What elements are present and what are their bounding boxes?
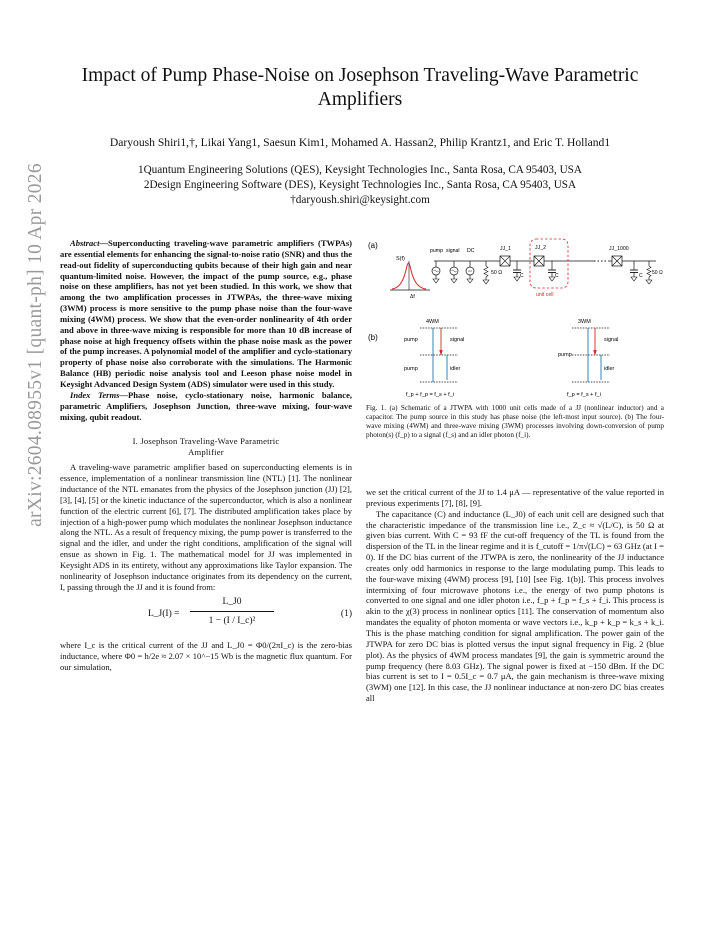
wm4-pump-1-label: pump	[404, 337, 418, 343]
index-terms	[60, 390, 352, 423]
capacitor-2-label: C	[555, 273, 559, 279]
junction-1	[500, 246, 511, 266]
abstract	[60, 238, 352, 390]
affiliation-2: 2Design Engineering Software (DES), Keysight Technologies Inc., Santa Rosa, CA 95403, USA	[143, 179, 577, 191]
index-terms-text: Phase noise, cyclo-stationary noise, harmonic balance, parametric Amplifiers, Josephson Junction, three-wave mixing, four-wave mixing, qubit readout.	[60, 389, 352, 422]
abstract-label: Abstract—	[70, 238, 108, 248]
equation-denominator: 1 − (I / I_c)²	[208, 616, 256, 627]
signal-label: signal	[446, 248, 460, 254]
wm3-idler-label: idler	[604, 366, 615, 372]
input-resistor-label: 50 Ω	[491, 270, 503, 276]
capacitor-1	[513, 261, 524, 281]
index-terms-label: Index Terms—	[70, 389, 129, 400]
unit-cell-label: unit cell	[536, 292, 554, 298]
title-line-2: Amplifiers	[317, 89, 403, 110]
three-wave-mixing-diagram	[558, 319, 618, 398]
fraction-bar	[190, 611, 274, 612]
capacitor-1000	[630, 261, 643, 281]
jj2-label: JJ_2	[535, 245, 546, 251]
figure-1-caption: Fig. 1. (a) Schematic of a JTWPA with 1000 unit cells made of a JJ (nonlinear inductor) and a capacitor. The pump source in this study has phase noise (the left-most input source). (b) The four-wave mixing (4WM) and three-wave mixing (3WM) processes involving down-conversion of pump photon(s) (f_p) to a signal (f_s) and an idler photon (f_i).	[366, 404, 664, 439]
pump-source	[432, 261, 440, 283]
equation-number: (1)	[340, 609, 352, 620]
panel-a-label: (a)	[368, 241, 378, 250]
signal-source	[450, 261, 458, 283]
figure-1	[366, 236, 664, 476]
pump-label: pump	[430, 248, 443, 254]
wm4-signal-label: signal	[450, 337, 465, 343]
author-list: Daryoush Shiri1,†, Likai Yang1, Saesun Kim1, Mohamed A. Hassan2, Philip Krantz1, and Eric T. Holland1	[109, 136, 611, 149]
arxiv-identifier: arXiv:2604.08955v1 [quant-ph] 10 Apr 2026	[25, 163, 46, 527]
jj1-label: JJ_1	[500, 246, 511, 252]
figure-1-schematic	[366, 236, 664, 401]
capacitor-1-label: C	[520, 273, 524, 279]
equation-numerator: L_J0	[222, 597, 242, 608]
output-resistor	[646, 261, 663, 284]
spectrum-label: S(f)	[396, 256, 405, 262]
right-column	[366, 487, 664, 704]
input-resistor	[483, 261, 502, 284]
wm4-energy-equation: f_p + f_p = f_s + f_i	[406, 392, 455, 398]
wm3-energy-equation: f_p = f_s + f_i	[567, 392, 601, 398]
output-resistor-label: 50 Ω	[652, 270, 663, 276]
wm3-pump-label: pump	[558, 352, 572, 358]
corresponding-email: †daryoush.shiri@keysight.com	[290, 194, 430, 206]
junction-1000	[609, 246, 629, 266]
wm3-signal-label: signal	[604, 337, 619, 343]
equation-1	[60, 596, 352, 640]
panel-b-label: (b)	[368, 333, 378, 342]
equation-lhs: L_J(I) =	[148, 609, 180, 620]
delta-f-label: Δf	[410, 294, 415, 300]
four-wave-mixing-diagram	[404, 319, 464, 398]
capacitor-2	[548, 261, 559, 281]
paper-title	[60, 64, 660, 112]
right-paragraph-2: The capacitance (C) and inductance (L_J0) of each unit cell are designed such that the characteristic impedance of the transmission line i.e., Z_c ≈ √(L/C), is 50 Ω at given bias current. With C = 93 fF the cut-off frequency of the TL is found from the dispersion of the TL in the linear regime and it is f_cutoff = 1/π√(LC) = 63 GHz (at I = 0). If the DC bias current of the JTWPA is zero, the nonlinearity of the JJ inductance creates only odd harmonics in response to the large modulating pump. This leads to the four-wave mixing (4WM) process [9], [10] [see Fig. 1(b)]. This process involves intermixing of four microwave photons i.e., the energy of two pump photons is converted to one signal and one idler photon i.e., f_p + f_p = f_s + f_i. This process is akin to the χ(3) process in nonlinear optics [11]. The conservation of momentum also mandates the equality of photon momenta or wave vectors i.e., k_p + k_p = k_s + k_i. This is the phase matching condition for signal amplification. The power gain of the JTWPA for zero DC bias is plotted versus the input signal frequency in Fig. 2 (blue plot). As the physics of 4WM process mandates [9], the gain is symmetric around the pump frequency (here 8.03 GHz). The signal power is fixed at −150 dBm. If the DC bias current is set to I = 0.5I_c = 0.7 μA, the gain mechanism is three-wave mixing (3WM) one [12]. In this case, the JJ nonlinear inductance at non-zero DC bias creates all	[366, 508, 664, 704]
section-heading-line-2: Amplifier	[188, 447, 224, 458]
dc-label: DC	[467, 248, 475, 254]
section1-paragraph-1: A traveling-wave parametric amplifier based on superconducting elements is in essence, implementation of a nonlinear transmission line (NTL) [1]. The nonlinear inductance of the NTL emanates from the physics of the Josephson junction (JJ) [2], [3], [4], [5] or the kinetic inductance of the superconductor, which is also a nonlinear function of the electric current [6], [7]. The distributed amplification takes place by injection of a high-power pump which modulates the nonlinear Josephson inductance along the NTL. As a result of frequency mixing, the pump power is transferred to the signal and the idler, and under the right conditions, amplification of the signal will ensue as shown in Fig. 1. The mathematical model for JJ was implemented in Keysight ADS in its entirety, without any approximations like Taylor expansion. The nonlinearity of Josephson inductance originates from its dependency on the current, I, passing through the JJ and it is found from:	[60, 462, 352, 592]
section-heading-line-1: I. Josephson Traveling-Wave Parametric	[132, 436, 280, 447]
junction-2	[534, 245, 546, 266]
wm4-label: 4WM	[426, 319, 439, 325]
wm3-label: 3WM	[578, 319, 591, 325]
title-line-1: Impact of Pump Phase-Noise on Josephson Traveling-Wave Parametric	[81, 65, 639, 86]
dc-source	[466, 261, 474, 283]
phase-noise-spectrum-inset	[390, 256, 430, 300]
section-heading	[60, 436, 352, 458]
right-paragraph-1: we set the critical current of the JJ to 1.4 μA — representative of the value reported in previous experiments [7], [8], [9].	[366, 487, 664, 508]
jj1000-label: JJ_1000	[609, 246, 629, 252]
wm4-pump-2-label: pump	[404, 366, 418, 372]
wm4-idler-label: idler	[450, 366, 461, 372]
affiliation-1: 1Quantum Engineering Solutions (QES), Keysight Technologies Inc., Santa Rosa, CA 95403, USA	[138, 164, 582, 176]
section1-paragraph-2: where I_c is the critical current of the JJ and L_J0 = Φ0/(2πI_c) is the zero-bias inductance, where Φ0 = h/2e ≈ 2.07 × 10^−15 Wb is the magnetic flux quantum. For our simulation,	[60, 640, 352, 673]
capacitor-1000-label: C	[639, 273, 643, 279]
left-column	[60, 238, 352, 673]
abstract-text: Superconducting traveling-wave parametric amplifiers (TWPAs) are essential elements for enhancing the signal-to-noise ratio (SNR) and thus the read-out fidelity of superconducting qubits because of their high gain and near quantum-limited noise. However, the impact of the pump source, e.g., phase noise on these amplifiers, has not yet been studied. In this work, we show that among the two amplification processes in JTWPAs, the three-wave mixing (3WM) process is more sensitive to the pump phase noise than the four-wave mixing (4WM) process. We show that the even-order nonlinearity of 4th order and above in three-wave mixing is responsible for more than 10 dB increase of phase noise at high frequency offsets within the phase noise mask as the power of the pump increases. A polynomial model of the amplifier and cyclo-stationary property of phase noise also corroborate with the simulations. The Harmonic Balance (HB) periodic noise analysis tool and Leeson phase noise model in Keysight Advanced Design System (ADS) simulator were used in this study.	[60, 238, 352, 389]
